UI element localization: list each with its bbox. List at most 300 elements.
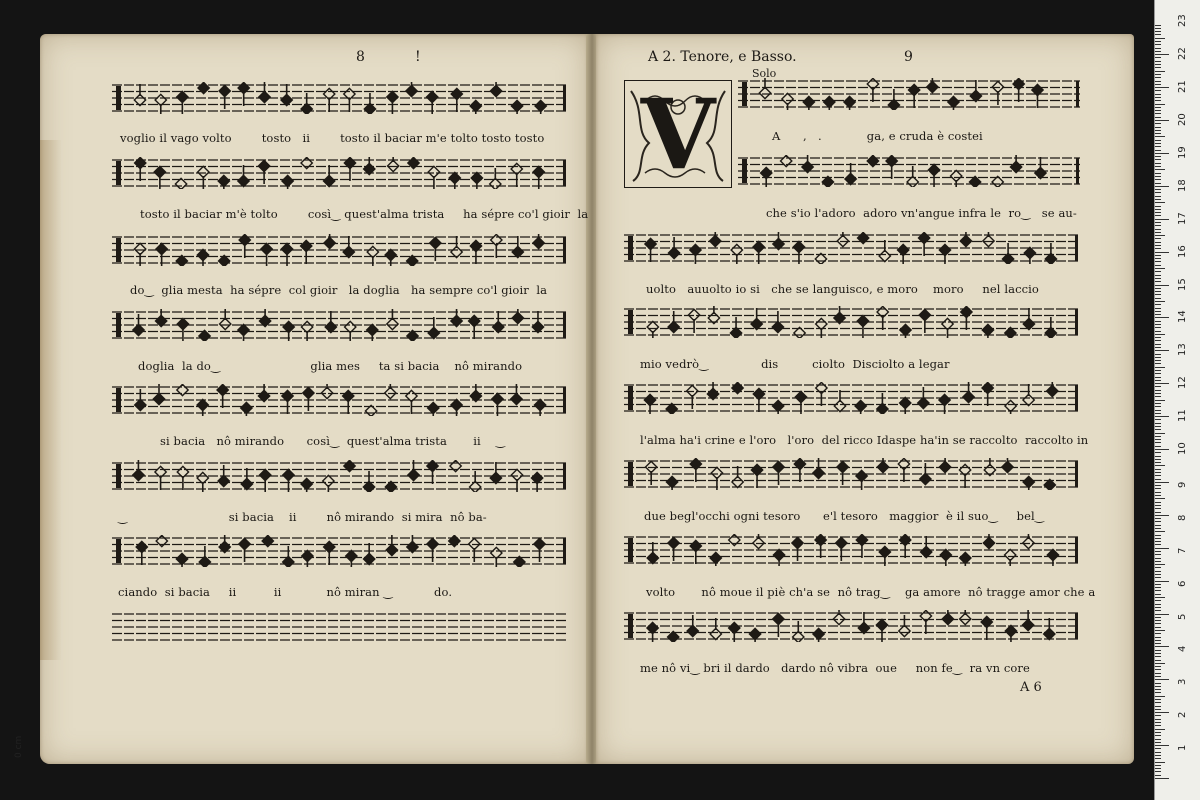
music-note — [833, 610, 844, 625]
lyric-line: ciando si bacia ii ii nô miran ‿ do. — [118, 585, 453, 599]
ruler-label: 14 — [1177, 310, 1188, 324]
music-note — [135, 157, 146, 181]
ruler-tick — [1155, 686, 1161, 687]
music-note — [364, 93, 375, 114]
ruler-tick — [1155, 762, 1165, 763]
ruler-tick — [1155, 544, 1161, 545]
music-note — [1002, 458, 1013, 473]
music-staff — [112, 82, 567, 114]
music-note — [753, 388, 764, 412]
ruler-tick — [1155, 416, 1169, 417]
music-note — [688, 309, 699, 333]
ruler-tick — [1155, 38, 1165, 39]
music-note — [301, 93, 312, 114]
music-note — [888, 89, 899, 110]
ruler-tick — [1155, 567, 1161, 568]
music-note — [900, 324, 911, 338]
ruler-tick — [1155, 729, 1165, 730]
ruler-tick — [1155, 133, 1161, 134]
lyric-line: me nô vi‿ bri il dardo dardo nô vibra oue non fe‿ ra vn core — [640, 661, 1030, 675]
ruler-tick — [1155, 331, 1161, 332]
ruler-tick — [1155, 442, 1161, 443]
music-note — [301, 240, 312, 264]
ruler-tick — [1155, 97, 1161, 98]
ruler-tick — [1155, 439, 1161, 440]
ruler-tick — [1155, 212, 1161, 213]
ruler-label: 4 — [1177, 646, 1188, 653]
music-note — [983, 232, 994, 247]
ruler-tick — [1155, 163, 1161, 164]
ruler-label: 2 — [1177, 711, 1188, 719]
ruler-label: 3 — [1177, 678, 1188, 686]
ruler-tick — [1155, 311, 1161, 312]
ruler-label: 22 — [1177, 47, 1188, 61]
ruler-tick — [1155, 360, 1161, 361]
ruler-tick — [1155, 67, 1161, 68]
music-note — [732, 466, 743, 488]
ruler-tick — [1155, 755, 1161, 756]
music-note — [323, 165, 334, 187]
ruler-tick — [1155, 90, 1161, 91]
music-note — [908, 84, 919, 108]
ruler-tick — [1155, 94, 1161, 95]
music-note — [491, 234, 502, 258]
ruler-tick — [1155, 258, 1161, 259]
ruler-tick — [1155, 515, 1169, 516]
ruler-tick — [1155, 679, 1169, 680]
ruler-tick — [1155, 735, 1161, 736]
ruler-label: 1 — [1177, 744, 1188, 752]
ruler-tick — [1155, 278, 1161, 279]
music-note — [177, 466, 188, 490]
music-note — [533, 234, 544, 249]
music-note — [918, 232, 929, 256]
music-note — [469, 538, 480, 562]
voice-label: Solo — [752, 67, 777, 80]
ruler-tick — [1155, 123, 1161, 124]
page-stain — [40, 140, 62, 660]
music-note — [364, 543, 375, 565]
ruler-tick — [1155, 301, 1165, 302]
ruler-tick — [1155, 275, 1161, 276]
ruler-tick — [1155, 633, 1161, 634]
ruler-tick — [1155, 354, 1161, 355]
lyric-line: voglio il vago volto tosto ii tosto il baciar m'e tolto tosto tosto — [120, 131, 545, 145]
ruler-tick — [1155, 136, 1165, 137]
music-staff — [624, 382, 1079, 414]
lyric-line: do‿ glia mesta ha sépre col gioir la doglia ha sempre co'l gioir la — [130, 283, 548, 297]
ruler-tick — [1155, 54, 1169, 55]
ruler-label: 5 — [1177, 613, 1188, 620]
ruler-tick — [1155, 350, 1169, 351]
music-note — [803, 96, 814, 110]
music-note — [792, 537, 803, 561]
ruler-tick — [1155, 61, 1161, 62]
lyric-line: uolto auuolto io si che se languisco, e moro moro nel laccio — [646, 282, 1039, 296]
decorated-initial — [624, 77, 732, 191]
ruler-tick — [1155, 587, 1161, 588]
ruler-tick — [1155, 199, 1161, 200]
ruler-tick — [1155, 209, 1161, 210]
ruler-tick — [1155, 143, 1161, 144]
ruler-tick — [1155, 308, 1161, 309]
music-note — [1013, 78, 1024, 102]
ruler-tick — [1155, 285, 1169, 286]
ruler-tick — [1155, 232, 1161, 233]
ruler-tick — [1155, 604, 1161, 605]
ruler-tick — [1155, 130, 1161, 131]
ruler-tick — [1155, 472, 1161, 473]
ruler-tick — [1155, 219, 1169, 220]
ruler-tick — [1155, 531, 1165, 532]
ruler-tick — [1155, 709, 1161, 710]
ruler-tick — [1155, 344, 1161, 345]
lyric-line: due begl'occhi ogni tesoro e'l tesoro maggior è il suo‿ bel‿ — [644, 509, 1045, 523]
music-note — [687, 385, 698, 409]
ruler-tick — [1155, 620, 1161, 621]
ruler-tick — [1155, 235, 1165, 236]
ruler-tick — [1155, 238, 1161, 239]
ruler-tick — [1155, 304, 1161, 305]
ruler-tick — [1155, 25, 1161, 26]
ruler-tick — [1155, 630, 1165, 631]
ruler-tick — [1155, 186, 1169, 187]
ruler-tick — [1155, 400, 1165, 401]
music-note — [844, 96, 855, 110]
ruler-tick — [1155, 548, 1169, 549]
music-note — [1045, 317, 1056, 338]
music-staff — [738, 155, 1080, 187]
ruler-tick — [1155, 554, 1161, 555]
ruler-tick — [1155, 492, 1161, 493]
ruler-label: 8 — [1177, 514, 1188, 521]
music-note — [303, 387, 314, 411]
ruler-label: 20 — [1177, 113, 1188, 126]
ruler-label: 23 — [1177, 14, 1188, 28]
music-note — [238, 165, 249, 187]
music-note — [751, 464, 762, 488]
ruler-tick — [1155, 383, 1169, 384]
ruler-tick — [1155, 41, 1161, 42]
music-note — [451, 236, 462, 258]
music-note — [511, 100, 522, 114]
music-note — [427, 460, 438, 484]
ruler-tick — [1155, 469, 1161, 470]
music-note — [325, 311, 336, 333]
ruler-tick — [1155, 610, 1161, 611]
music-note — [321, 384, 332, 399]
ruler-tick — [1155, 558, 1161, 559]
music-note — [668, 537, 679, 561]
music-staff — [624, 610, 1079, 642]
ruler-label: 16 — [1177, 244, 1188, 258]
ruler-tick — [1155, 156, 1161, 157]
music-note — [877, 306, 888, 330]
music-note — [753, 534, 764, 549]
ruler-tick — [1155, 281, 1161, 282]
ruler-tick — [1155, 150, 1161, 151]
clef-mark — [116, 388, 121, 412]
ruler-unit: 0 cm — [14, 735, 24, 758]
music-note — [845, 163, 856, 185]
music-note — [282, 390, 293, 414]
ruler-tick — [1155, 594, 1161, 595]
music-note — [535, 100, 546, 114]
music-note — [1023, 384, 1034, 406]
music-note — [961, 306, 972, 330]
music-staff — [738, 78, 1080, 110]
ruler-tick — [1155, 74, 1161, 75]
ruler-tick — [1155, 485, 1161, 486]
music-note — [855, 400, 866, 414]
ruler-tick — [1155, 179, 1161, 180]
music-note — [815, 534, 826, 558]
ruler-tick — [1155, 367, 1165, 368]
music-note — [1023, 534, 1034, 549]
ruler-tick — [1155, 321, 1161, 322]
ruler-tick — [1155, 242, 1161, 243]
ruler-tick — [1155, 459, 1161, 460]
music-note — [470, 240, 481, 264]
ruler-tick — [1155, 202, 1165, 203]
clef-mark — [628, 386, 633, 410]
ruler-tick — [1155, 127, 1161, 128]
ruler-tick — [1155, 689, 1161, 690]
music-note — [837, 461, 848, 485]
ruler-tick — [1155, 229, 1161, 230]
music-note — [469, 315, 480, 339]
music-note — [919, 309, 930, 333]
music-note — [983, 534, 994, 549]
music-note — [363, 471, 374, 492]
music-note — [816, 382, 827, 406]
bar-line — [1075, 461, 1078, 487]
music-note — [690, 540, 701, 564]
ruler-tick — [1155, 535, 1161, 536]
music-note — [283, 546, 294, 567]
ruler-tick — [1155, 196, 1161, 197]
ruler-tick — [1155, 192, 1161, 193]
music-note — [134, 84, 145, 106]
ruler-tick — [1155, 380, 1161, 381]
music-note — [493, 311, 504, 333]
music-note — [136, 541, 147, 565]
music-note — [751, 308, 762, 330]
music-note — [666, 476, 677, 490]
music-note — [406, 82, 417, 97]
ruler-tick — [1155, 334, 1165, 335]
ruler-label: 11 — [1177, 409, 1188, 423]
ruler-tick — [1155, 413, 1161, 414]
music-note — [176, 553, 187, 567]
ruler-tick — [1155, 294, 1161, 295]
music-staff — [624, 232, 1079, 264]
ruler-tick — [1155, 48, 1161, 49]
music-note — [981, 616, 992, 640]
music-staff — [624, 306, 1079, 338]
ruler-tick — [1155, 317, 1169, 318]
music-note — [218, 175, 229, 189]
ruler-tick — [1155, 423, 1161, 424]
ruler-tick — [1155, 564, 1165, 565]
music-note — [772, 400, 783, 414]
lyric-line: tosto il baciar m'è tolto così‿ quest'alma trista ha sépre co'l gioir la — [140, 207, 589, 221]
ruler-tick — [1155, 183, 1161, 184]
ruler-tick — [1155, 390, 1161, 391]
music-note — [856, 534, 867, 558]
music-note — [512, 309, 523, 324]
music-note — [490, 82, 501, 97]
ruler-tick — [1155, 637, 1161, 638]
ruler-tick — [1155, 643, 1161, 644]
ruler-tick — [1155, 452, 1161, 453]
music-note — [512, 236, 523, 258]
clef-mark — [116, 238, 121, 262]
bar-line — [563, 160, 566, 186]
ruler-tick — [1155, 206, 1161, 207]
music-note — [427, 538, 438, 562]
ruler-tick — [1155, 140, 1161, 141]
ruler-tick — [1155, 502, 1161, 503]
ruler-tick — [1155, 614, 1169, 615]
ruler-tick — [1155, 627, 1161, 628]
ruler-label: 10 — [1177, 442, 1188, 455]
ruler-tick — [1155, 456, 1161, 457]
music-staff — [624, 458, 1079, 490]
music-staff — [112, 234, 567, 266]
music-note — [813, 628, 824, 642]
ruler-tick — [1155, 268, 1165, 269]
ruler-tick — [1155, 771, 1161, 772]
music-note — [385, 384, 396, 399]
ruler-tick — [1155, 265, 1161, 266]
bar-line — [1076, 158, 1079, 184]
music-note — [920, 610, 931, 634]
lyric-line: A , . ga, e cruda è costei — [772, 129, 983, 143]
ruler-tick — [1155, 340, 1161, 341]
ruler-tick — [1155, 479, 1161, 480]
ruler-tick — [1155, 475, 1161, 476]
ruler-tick — [1155, 337, 1161, 338]
ruler-tick — [1155, 778, 1169, 779]
ruler-tick — [1155, 768, 1161, 769]
music-note — [428, 317, 439, 339]
ruler-tick — [1155, 765, 1161, 766]
ruler-tick — [1155, 34, 1161, 35]
ruler-label: 7 — [1177, 547, 1188, 554]
ruler-tick — [1155, 462, 1161, 463]
music-note — [970, 80, 981, 102]
ruler-label: 9 — [1177, 481, 1188, 488]
clef-mark — [742, 82, 747, 106]
music-note — [867, 78, 878, 102]
ruler-tick — [1155, 538, 1161, 539]
ruler-tick — [1155, 574, 1161, 575]
ruler-tick — [1155, 465, 1165, 466]
bar-line — [1076, 81, 1079, 107]
music-note — [837, 232, 848, 247]
ruler-tick — [1155, 113, 1161, 114]
music-note — [898, 458, 909, 482]
music-note — [960, 552, 971, 566]
ruler-tick — [1155, 357, 1161, 358]
ruler-tick — [1155, 429, 1161, 430]
lyric-line: ‿ si bacia ii nô mirando si mira nô ba- — [118, 510, 487, 524]
ruler-label: 15 — [1177, 277, 1188, 291]
ruler-tick — [1155, 248, 1161, 249]
ruler-tick — [1155, 225, 1161, 226]
ruler-tick — [1155, 702, 1161, 703]
bar-line — [1075, 385, 1078, 411]
music-note — [877, 458, 888, 473]
music-note — [690, 458, 701, 482]
music-note — [241, 468, 252, 490]
ruler-tick — [1155, 732, 1161, 733]
ruler-tick — [1155, 87, 1169, 88]
ruler-tick — [1155, 696, 1165, 697]
ruler-label: 17 — [1177, 211, 1188, 225]
ruler-tick — [1155, 245, 1161, 246]
music-note — [948, 96, 959, 110]
music-note — [388, 157, 399, 172]
measuring-ruler — [1154, 0, 1200, 800]
music-staff — [624, 534, 1079, 566]
ruler-tick — [1155, 745, 1169, 746]
clef-mark — [628, 538, 633, 562]
music-note — [470, 100, 481, 114]
ruler-tick — [1155, 169, 1165, 170]
bar-line — [563, 85, 566, 111]
ruler-tick — [1155, 324, 1161, 325]
music-note — [960, 610, 971, 625]
ruler-tick — [1155, 512, 1161, 513]
lyric-line: che s'io l'adoro adoro vn'angue infra le ro‿ se au- — [766, 206, 1077, 220]
ruler-tick — [1155, 660, 1161, 661]
clef-mark — [116, 86, 121, 110]
ruler-tick — [1155, 173, 1161, 174]
music-note — [490, 462, 501, 484]
music-staff — [112, 157, 567, 189]
right-page-number: 9 — [904, 49, 913, 65]
music-note — [217, 384, 228, 408]
ruler-tick — [1155, 775, 1161, 776]
ruler-tick — [1155, 166, 1161, 167]
ruler-tick — [1155, 528, 1161, 529]
music-note — [324, 541, 335, 565]
music-note — [343, 236, 354, 258]
lyric-line: doglia la do‿ glia mes ta si bacia nô mirando — [138, 359, 523, 373]
music-note — [710, 552, 721, 566]
music-note — [773, 613, 784, 637]
ruler-tick — [1155, 521, 1161, 522]
ruler-tick — [1155, 153, 1169, 154]
ruler-tick — [1155, 291, 1161, 292]
music-staff — [112, 460, 567, 492]
ruler-tick — [1155, 120, 1169, 121]
lyric-line: mio vedrò‿ dis ciolto Disciolto a legar — [640, 357, 950, 371]
ruler-tick — [1155, 571, 1161, 572]
bar-line — [1075, 613, 1078, 639]
ruler-tick — [1155, 419, 1161, 420]
ruler-tick — [1155, 189, 1161, 190]
ruler-tick — [1155, 561, 1161, 562]
ruler-tick — [1155, 505, 1161, 506]
ruler-label: 18 — [1177, 179, 1188, 192]
clef-mark — [628, 236, 633, 260]
ruler-tick — [1155, 577, 1161, 578]
ruler-tick — [1155, 327, 1161, 328]
empty-staff — [112, 611, 567, 643]
